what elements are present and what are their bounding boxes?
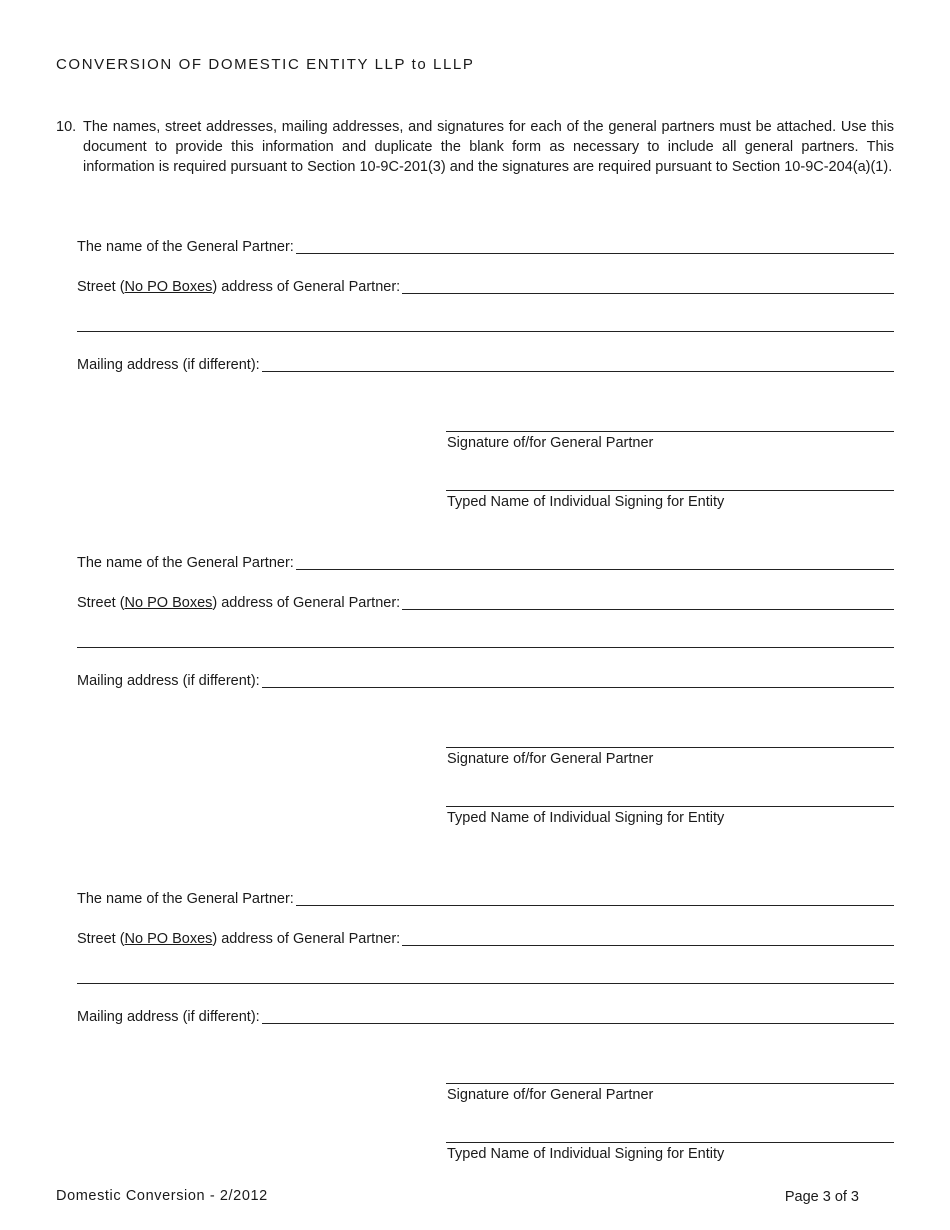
partner-1-street-line-2[interactable] bbox=[77, 331, 894, 332]
partner-2-typed-name-line[interactable] bbox=[446, 806, 894, 807]
signature-label: Signature of/for General Partner bbox=[447, 435, 654, 451]
mailing-label: Mailing address (if different): bbox=[77, 357, 260, 373]
no-po-boxes-text: No PO Boxes bbox=[124, 279, 213, 295]
partner-1-name-field[interactable] bbox=[77, 236, 894, 256]
footer-page-number: Page 3 of 3 bbox=[784, 1189, 859, 1205]
mailing-input-line[interactable] bbox=[262, 1007, 894, 1024]
partner-3-mailing-field[interactable] bbox=[77, 1006, 894, 1026]
partner-3-name-field[interactable] bbox=[77, 888, 894, 908]
partner-3-typed-name-line[interactable] bbox=[446, 1142, 894, 1143]
partner-1-signature-line[interactable] bbox=[446, 431, 894, 432]
partner-name-label: The name of the General Partner: bbox=[77, 891, 294, 907]
mailing-input-line[interactable] bbox=[262, 355, 894, 372]
street-label: Street (No PO Boxes) address of General Partner: bbox=[77, 279, 401, 295]
partner-2-street-field[interactable] bbox=[77, 592, 894, 612]
partner-2-mailing-field[interactable] bbox=[77, 670, 894, 690]
partner-name-label: The name of the General Partner: bbox=[77, 555, 294, 571]
partner-2-name-field[interactable] bbox=[77, 552, 894, 572]
partner-3-street-field[interactable] bbox=[77, 928, 894, 948]
partner-name-input-line[interactable] bbox=[296, 553, 894, 570]
instruction-item-10 bbox=[56, 117, 894, 177]
street-label: Street (No PO Boxes) address of General Partner: bbox=[77, 931, 401, 947]
partner-2-street-line-2[interactable] bbox=[77, 647, 894, 648]
partner-1-typed-name-line[interactable] bbox=[446, 490, 894, 491]
typed-name-label: Typed Name of Individual Signing for Entity bbox=[447, 1146, 725, 1162]
mailing-label: Mailing address (if different): bbox=[77, 1009, 260, 1025]
item-number: 10. bbox=[56, 119, 77, 135]
page-title: CONVERSION OF DOMESTIC ENTITY LLP to LLLP bbox=[56, 56, 475, 73]
partner-1-mailing-field[interactable] bbox=[77, 354, 894, 374]
partner-3-signature-line[interactable] bbox=[446, 1083, 894, 1084]
partner-name-input-line[interactable] bbox=[296, 237, 894, 254]
street-input-line[interactable] bbox=[402, 593, 894, 610]
typed-name-label: Typed Name of Individual Signing for Entity bbox=[447, 494, 725, 510]
partner-name-input-line[interactable] bbox=[296, 889, 894, 906]
partner-2-signature-line[interactable] bbox=[446, 747, 894, 748]
signature-label: Signature of/for General Partner bbox=[447, 1087, 654, 1103]
instruction-text: The names, street addresses, mailing addresses, and signatures for each of the general partners must be attached. Use this document to provide this information and duplicate the blank form as necessary to include all general partners. This information is required pursuant to Section 10-9C-201(3) and the signatures are required pursuant to Section 10-9C-204(a)(1). bbox=[83, 119, 894, 175]
mailing-label: Mailing address (if different): bbox=[77, 673, 260, 689]
typed-name-label: Typed Name of Individual Signing for Entity bbox=[447, 810, 725, 826]
partner-1-street-field[interactable] bbox=[77, 276, 894, 296]
partner-name-label: The name of the General Partner: bbox=[77, 239, 294, 255]
mailing-input-line[interactable] bbox=[262, 671, 894, 688]
street-input-line[interactable] bbox=[402, 277, 894, 294]
signature-label: Signature of/for General Partner bbox=[447, 751, 654, 767]
partner-3-street-line-2[interactable] bbox=[77, 983, 894, 984]
footer-form-id: Domestic Conversion - 2/2012 bbox=[56, 1188, 268, 1204]
no-po-boxes-text: No PO Boxes bbox=[124, 595, 213, 611]
street-label: Street (No PO Boxes) address of General Partner: bbox=[77, 595, 401, 611]
street-input-line[interactable] bbox=[402, 929, 894, 946]
no-po-boxes-text: No PO Boxes bbox=[124, 931, 213, 947]
